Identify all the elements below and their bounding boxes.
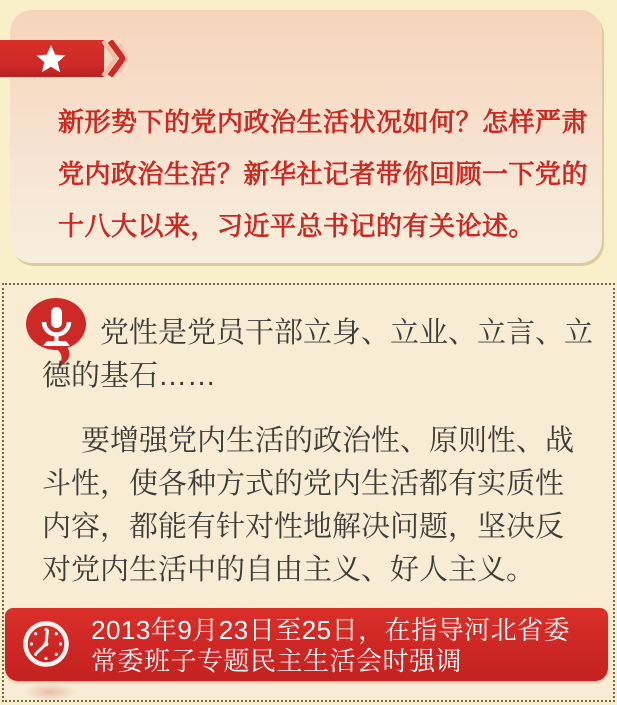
quote-line: 对党内生活中的自由主义、好人主义。 — [42, 554, 536, 586]
headline-text — [58, 96, 588, 252]
quote-card — [2, 283, 615, 702]
quote-line: 内容，都能有针对性地解决问题，坚决反 — [42, 511, 565, 543]
clock-reflection — [24, 683, 76, 701]
headline-line: 党内政治生活？新华社记者带你回顾一下党的 — [58, 159, 589, 189]
headline-line: 新形势下的党内政治生活状况如何？怎样严肃 — [58, 107, 589, 137]
quote-line: 德的基石…… — [42, 360, 217, 392]
quote-line: 斗性，使各种方式的党内生活都有实质性 — [42, 468, 565, 500]
date-source-bar — [5, 608, 608, 681]
date-source-text — [91, 615, 570, 677]
headline-line: 十八大以来，习近平总书记的有关论述。 — [58, 211, 536, 241]
star-icon — [34, 42, 68, 81]
star-ribbon — [0, 40, 104, 77]
quote-paragraph-2 — [42, 398, 594, 592]
quote-text — [42, 285, 594, 592]
clock-icon — [21, 619, 71, 674]
date-line: 2013年9月23日至25日，在指导河北省委 — [91, 615, 571, 645]
quote-paragraph-1 — [42, 285, 594, 398]
source-line: 常委班子专题民主生活会时强调 — [91, 646, 463, 676]
quote-line: 要增强党内生活的政治性、原则性、战 — [81, 425, 575, 457]
chevron-right-icon — [100, 40, 130, 82]
quote-line: 党性是党员干部立身、立业、立言、立 — [100, 317, 594, 349]
